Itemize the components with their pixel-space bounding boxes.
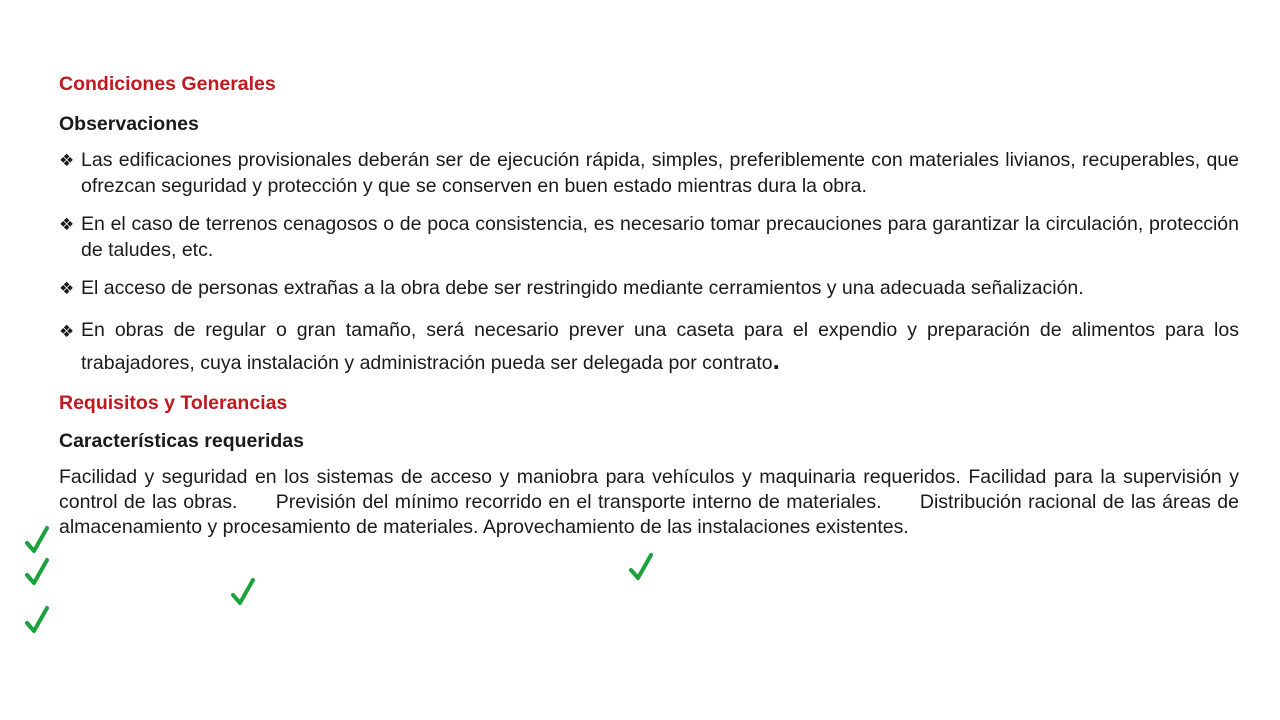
caracteristica-item: Distribución racional de las áreas de almacenamiento y procesamiento de materiales. xyxy=(59,490,1239,538)
observaciones-list xyxy=(59,148,1239,378)
section-title-requisitos: Requisitos y Tolerancias xyxy=(59,391,288,414)
section-subtitle-caracteristicas: Características requeridas xyxy=(59,430,304,452)
list-item xyxy=(59,315,1239,378)
caracteristica-item: Previsión del mínimo recorrido en el transporte interno de materiales. xyxy=(275,490,882,513)
list-item-text: Las edificaciones provisionales deberán ser de ejecución rápida, simples, preferiblemente con materiales livianos, recuperables, que ofrezcan seguridad y protección y que se conserven en buen estado mientras dura la obra. xyxy=(81,149,1239,197)
diamond-bullet-icon: ❖ xyxy=(59,215,75,234)
list-item xyxy=(59,212,1239,263)
list-item-end-period: . xyxy=(772,344,780,375)
caracteristica-item: Facilidad y seguridad en los sistemas de acceso y maniobra para vehículos y maquinaria requeridos. xyxy=(59,465,961,488)
caracteristicas-paragraph xyxy=(59,465,1239,540)
green-checkmark-icon xyxy=(24,605,50,635)
list-item xyxy=(59,148,1239,199)
caracteristica-item: Aprovechamiento de las instalaciones existentes. xyxy=(482,515,909,538)
green-checkmark-icon xyxy=(628,552,654,582)
green-checkmark-icon xyxy=(230,577,256,607)
list-item-text: En el caso de terrenos cenagosos o de poca consistencia, es necesario tomar precauciones para garantizar la circulación, protección de taludes, etc. xyxy=(81,213,1239,261)
green-checkmark-icon xyxy=(24,525,50,555)
green-checkmark-icon xyxy=(24,557,50,587)
diamond-bullet-icon: ❖ xyxy=(59,151,75,170)
section-subtitle-observaciones: Observaciones xyxy=(59,112,199,135)
section-title-condiciones: Condiciones Generales xyxy=(59,73,276,95)
list-item xyxy=(59,276,1239,302)
slide-content xyxy=(59,72,1239,540)
caracteristica-item: Facilidad para la supervisión y control de las obras. xyxy=(59,465,1239,513)
list-item-text: En obras de regular o gran tamaño, será necesario prever una caseta para el expendio y preparación de alimentos para los trabajadores, cuya instalación y administración pueda ser delegada por contrato xyxy=(81,318,1239,374)
list-item-text: El acceso de personas extrañas a la obra debe ser restringido mediante cerramientos y una adecuada señalización. xyxy=(81,277,1084,299)
diamond-bullet-icon: ❖ xyxy=(59,279,75,298)
diamond-bullet-icon: ❖ xyxy=(59,321,75,341)
